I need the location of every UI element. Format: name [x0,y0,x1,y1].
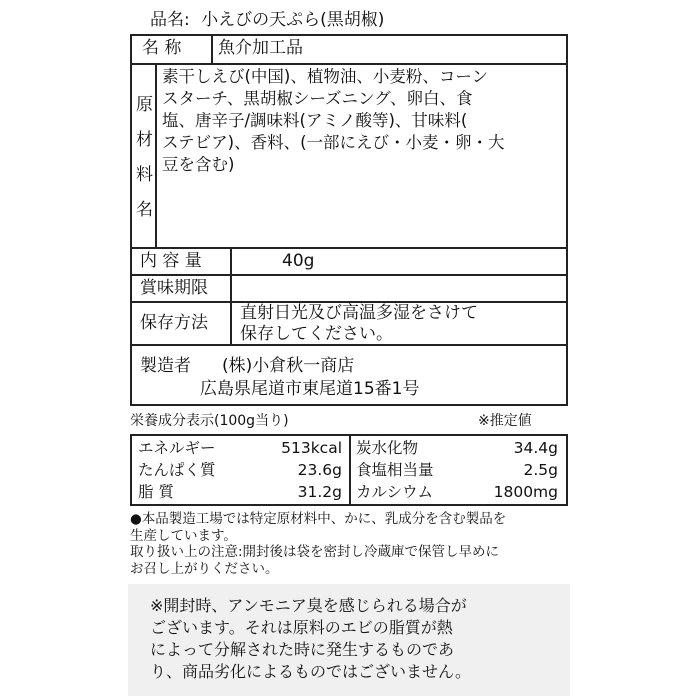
nutrition-item-name: 食塩相当量 [356,461,434,479]
nutrition-column-divider [349,434,351,506]
ingredients-line: 塩、唐辛子/調味料(アミノ酸等)、甘味料( [162,111,468,130]
nutrition-item-value: 23.6g [297,461,342,479]
nutrition-item-value: 34.4g [513,439,558,457]
manufacturer-address: 広島県尾道市東尾道15番1号 [200,379,420,399]
nutrition-item-value: 2.5g [523,461,558,479]
ingredients-line: 素干しえび(中国)、植物油、小麦粉、コーン [162,67,489,86]
name-value: 魚介加工品 [218,38,303,58]
nutrition-note: ※推定値 [478,413,532,429]
nutrition-item-name: 炭水化物 [356,439,419,457]
product-name-label: 品名: [150,10,190,30]
product-name-value: 小えびの天ぷら(黒胡椒) [201,10,385,30]
product-name-line [150,12,384,29]
ammonia-notice-line: ※開封時、アンモニア臭を感じられる場合が [150,596,467,615]
ingredients-line: ステビア)、香料、(一部にえび・小麦・卵・大 [162,133,505,152]
nutrition-item-value: 1800mg [493,483,558,501]
table-row-divider [130,274,568,276]
ingredients-line: 豆を含む) [162,155,235,174]
ammonia-notice-line: によって分解された時に発生するものであ [150,640,455,659]
allergen-notice-line: 生産しています。 [130,528,237,544]
allergen-notice-line: ●本品製造工場では特定原材料中、かに、乳成分を含む製品を [130,511,507,527]
table-label-column-divider [211,34,213,64]
name-label: 名 称 [142,38,182,58]
expiry-label: 賞味期限 [140,278,208,298]
table-row-divider [130,344,568,346]
ingredients-label-char: 料 [136,165,153,185]
table-row-divider [130,63,568,65]
nutrition-item-name: エネルギー [138,439,216,457]
ammonia-notice-line: り、商品劣化によるものではございません。 [150,662,471,681]
contents-label: 内 容 量 [140,251,202,271]
manufacturer-label: 製造者 [140,356,191,376]
ingredients-label-char: 名 [136,200,153,220]
ingredients-label-char: 原 [136,95,153,115]
ingredients-label-char: 材 [136,130,153,150]
contents-value: 40g [282,251,315,271]
ammonia-notice-line: ございます。それは原料のエビの脂質が熱 [150,618,453,637]
nutrition-item-name: 脂 質 [138,483,174,501]
handling-notice-line: お召し上がりください。 [130,561,279,577]
nutrition-item-value: 31.2g [297,483,342,501]
handling-notice-line: 取り扱い上の注意:開封後は袋を密封し冷蔵庫で保管し早めに [130,544,500,560]
nutrition-item-value: 513kcal [281,439,342,457]
storage-label: 保存方法 [140,313,208,333]
ingredients-line: スターチ、黒胡椒シーズニング、卵白、食 [162,89,473,108]
nutrition-title: 栄養成分表示(100g当り) [130,413,289,429]
storage-line: 直射日光及び高温多湿をさけて [240,303,478,323]
storage-line: 保存してください。 [240,324,393,344]
nutrition-item-name: カルシウム [356,483,433,501]
ingredients-label-divider [155,63,157,248]
table-row-divider [130,247,568,249]
manufacturer-name: (株)小倉秋一商店 [222,356,355,376]
table-label-column-divider [230,247,232,345]
nutrition-item-name: たんぱく質 [138,461,216,479]
